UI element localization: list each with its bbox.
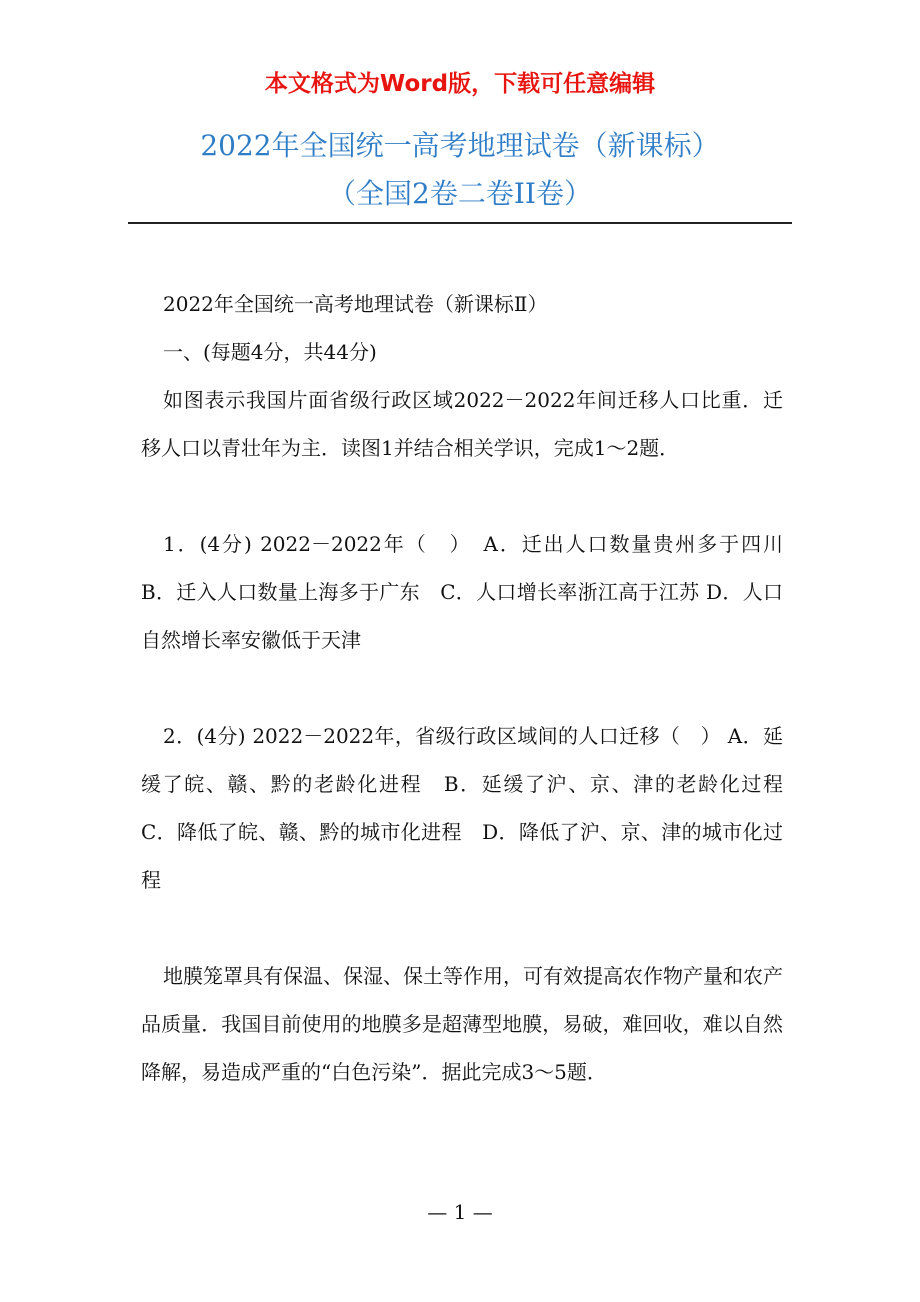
question-1: 1．(4分) 2022－2022年（ ） A．迁出人口数量贵州多于四川 B．迁入人口数量上海多于广东 C．人口增长率浙江高于江苏 D．人口自然增长率安徽低于天津 — [141, 532, 803, 652]
passage-intro-migration: 如图表示我国片面省级行政区域2022－2022年间迁移人口比重．迁移人口以青壮年为主．读图1并结合相关学识，完成1～2题． — [141, 388, 783, 460]
download-banner: 本文格式为Word版，下载可任意编辑 — [264, 71, 656, 97]
question-2: 2．(4分) 2022－2022年，省级行政区域间的人口迁移（ ） A．延缓了皖、赣、黔的老龄化进程 B．延缓了沪、京、津的老龄化过程 C．降低了皖、赣、黔的城市化进程 D．降低了沪、京、津的城市化过程 — [141, 724, 803, 892]
paragraph-spacer — [141, 904, 783, 952]
document-body — [141, 280, 803, 1096]
title-divider — [128, 222, 792, 224]
document-title-subline: （全国2卷二卷II卷） — [328, 177, 592, 210]
document-title: 2022年全国统一高考地理试卷（新课标） — [200, 129, 720, 162]
section-heading: 一、(每题4分，共44分) — [163, 340, 377, 364]
passage-intro-plastic-film: 地膜笼罩具有保温、保湿、保土等作用，可有效提高农作物产量和农产品质量．我国目前使用的地膜多是超薄型地膜，易破，难回收，难以自然降解，易造成严重的“白色污染”．据此完成3～5题． — [141, 964, 783, 1084]
paragraph-spacer — [141, 472, 783, 520]
paragraph-spacer — [141, 664, 783, 712]
page-number: — 1 — — [427, 1200, 493, 1224]
exam-subtitle: 2022年全国统一高考地理试卷（新课标Ⅱ） — [163, 292, 548, 316]
